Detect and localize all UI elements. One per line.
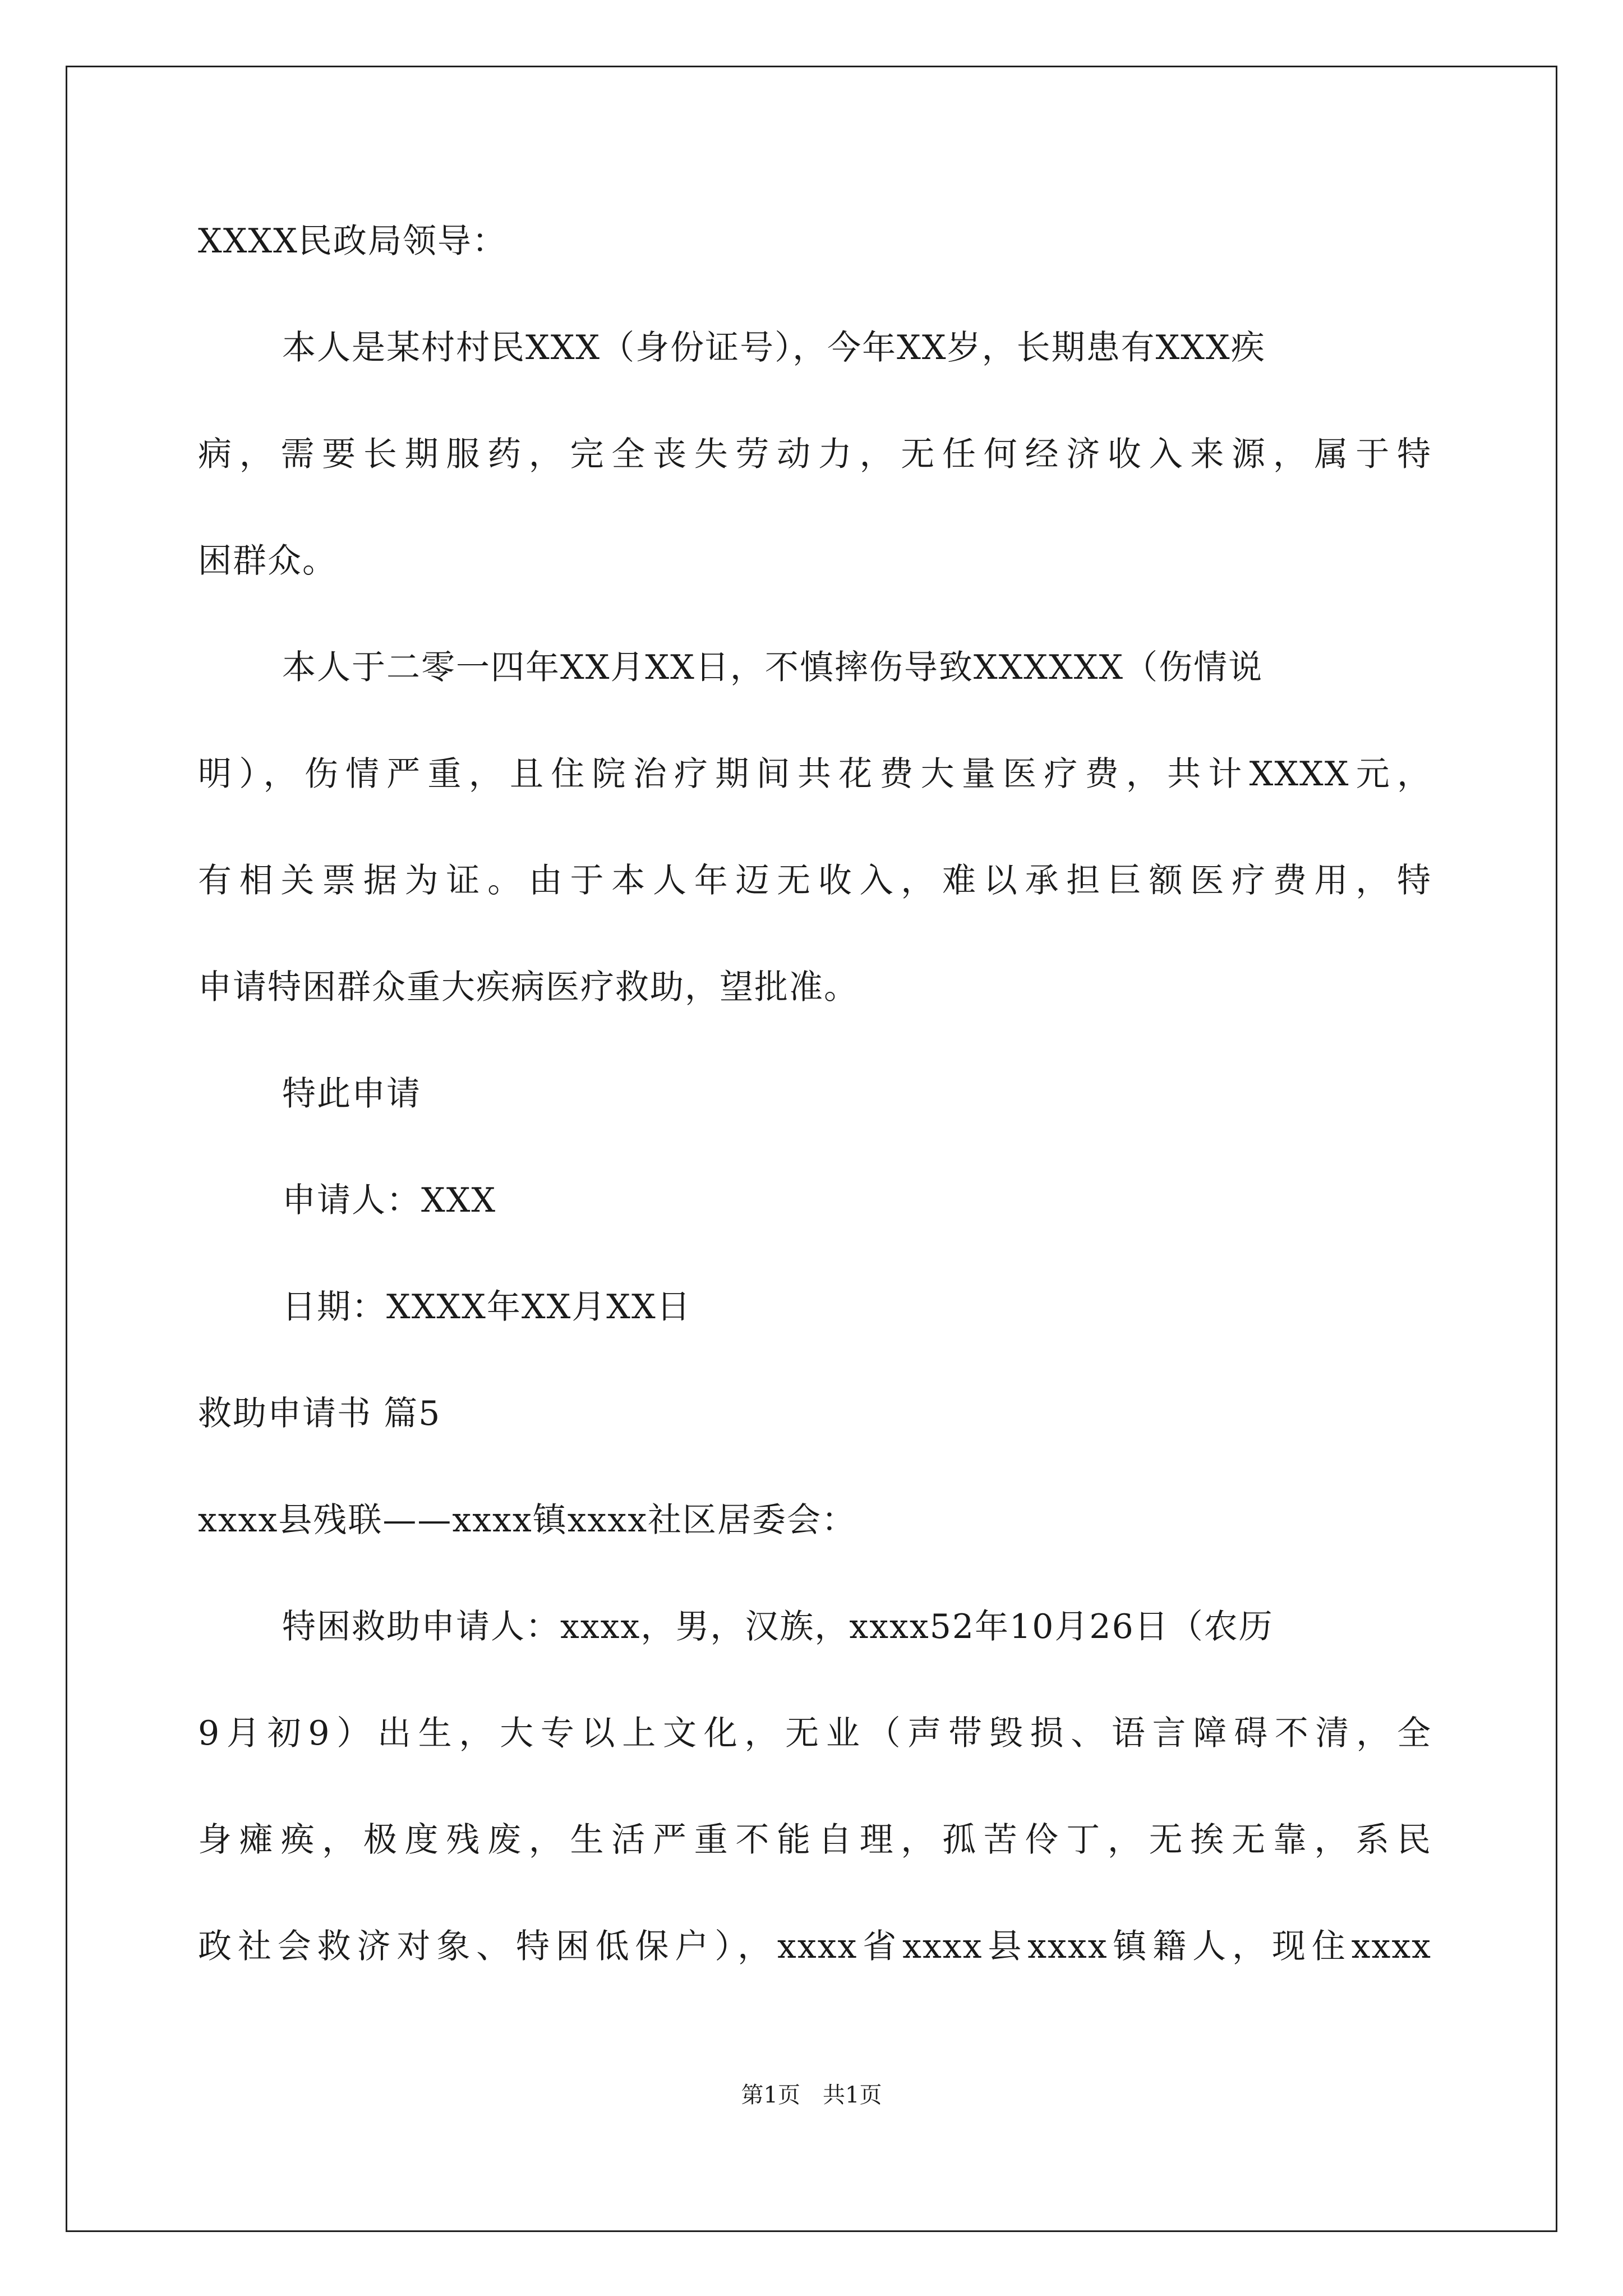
paragraph-1-line-2: 病，需要长期服药，完全丧失劳动力，无任何经济收入来源，属于特 — [198, 435, 1432, 474]
paragraph-2-line-3: 有相关票据为证。由于本人年迈无收入，难以承担巨额医疗费用，特 — [198, 861, 1432, 900]
paragraph-3-line-3: 身瘫痪，极度残废，生活严重不能自理，孤苦伶丁，无挨无靠，系民 — [198, 1820, 1432, 1860]
closing-line: 特此申请 — [282, 1074, 421, 1114]
applicant-line: 申请人：XXX — [282, 1181, 497, 1220]
page-number-footer: 第1页 共1页 — [741, 2082, 882, 2108]
paragraph-2-line-2: 明），伤情严重，且住院治疗期间共花费大量医疗费，共计XXXX元， — [198, 754, 1432, 794]
paragraph-3-line-4: 政社会救济对象、特困低保户），xxxx省xxxx县xxxx镇籍人，现住xxxx — [198, 1927, 1432, 1966]
salutation-line: XXXX民政局领导： — [198, 222, 507, 261]
date-line: 日期：XXXX年XX月XX日 — [282, 1287, 691, 1327]
paragraph-2-line-1: 本人于二零一四年XX月XX日，不慎摔伤导致XXXXXX（伤情说 — [282, 648, 1264, 687]
second-salutation-line: xxxx县残联——xxxx镇xxxx社区居委会： — [198, 1501, 857, 1540]
section-heading: 救助申请书 篇5 — [198, 1394, 441, 1433]
paragraph-3-line-2: 9月初9）出生，大专以上文化，无业（声带毁损、语言障碍不清，全 — [198, 1714, 1432, 1753]
paragraph-2-line-4: 申请特困群众重大疾病医疗救助，望批准。 — [198, 968, 859, 1007]
paragraph-1-line-3: 困群众。 — [198, 541, 337, 581]
paragraph-3-line-1: 特困救助申请人：xxxx，男，汉族，xxxx52年10月26日（农历 — [282, 1607, 1274, 1646]
paragraph-1-line-1: 本人是某村村民XXX（身份证号），今年XX岁，长期患有XXX疾 — [282, 328, 1266, 367]
page-border — [66, 66, 1557, 2232]
